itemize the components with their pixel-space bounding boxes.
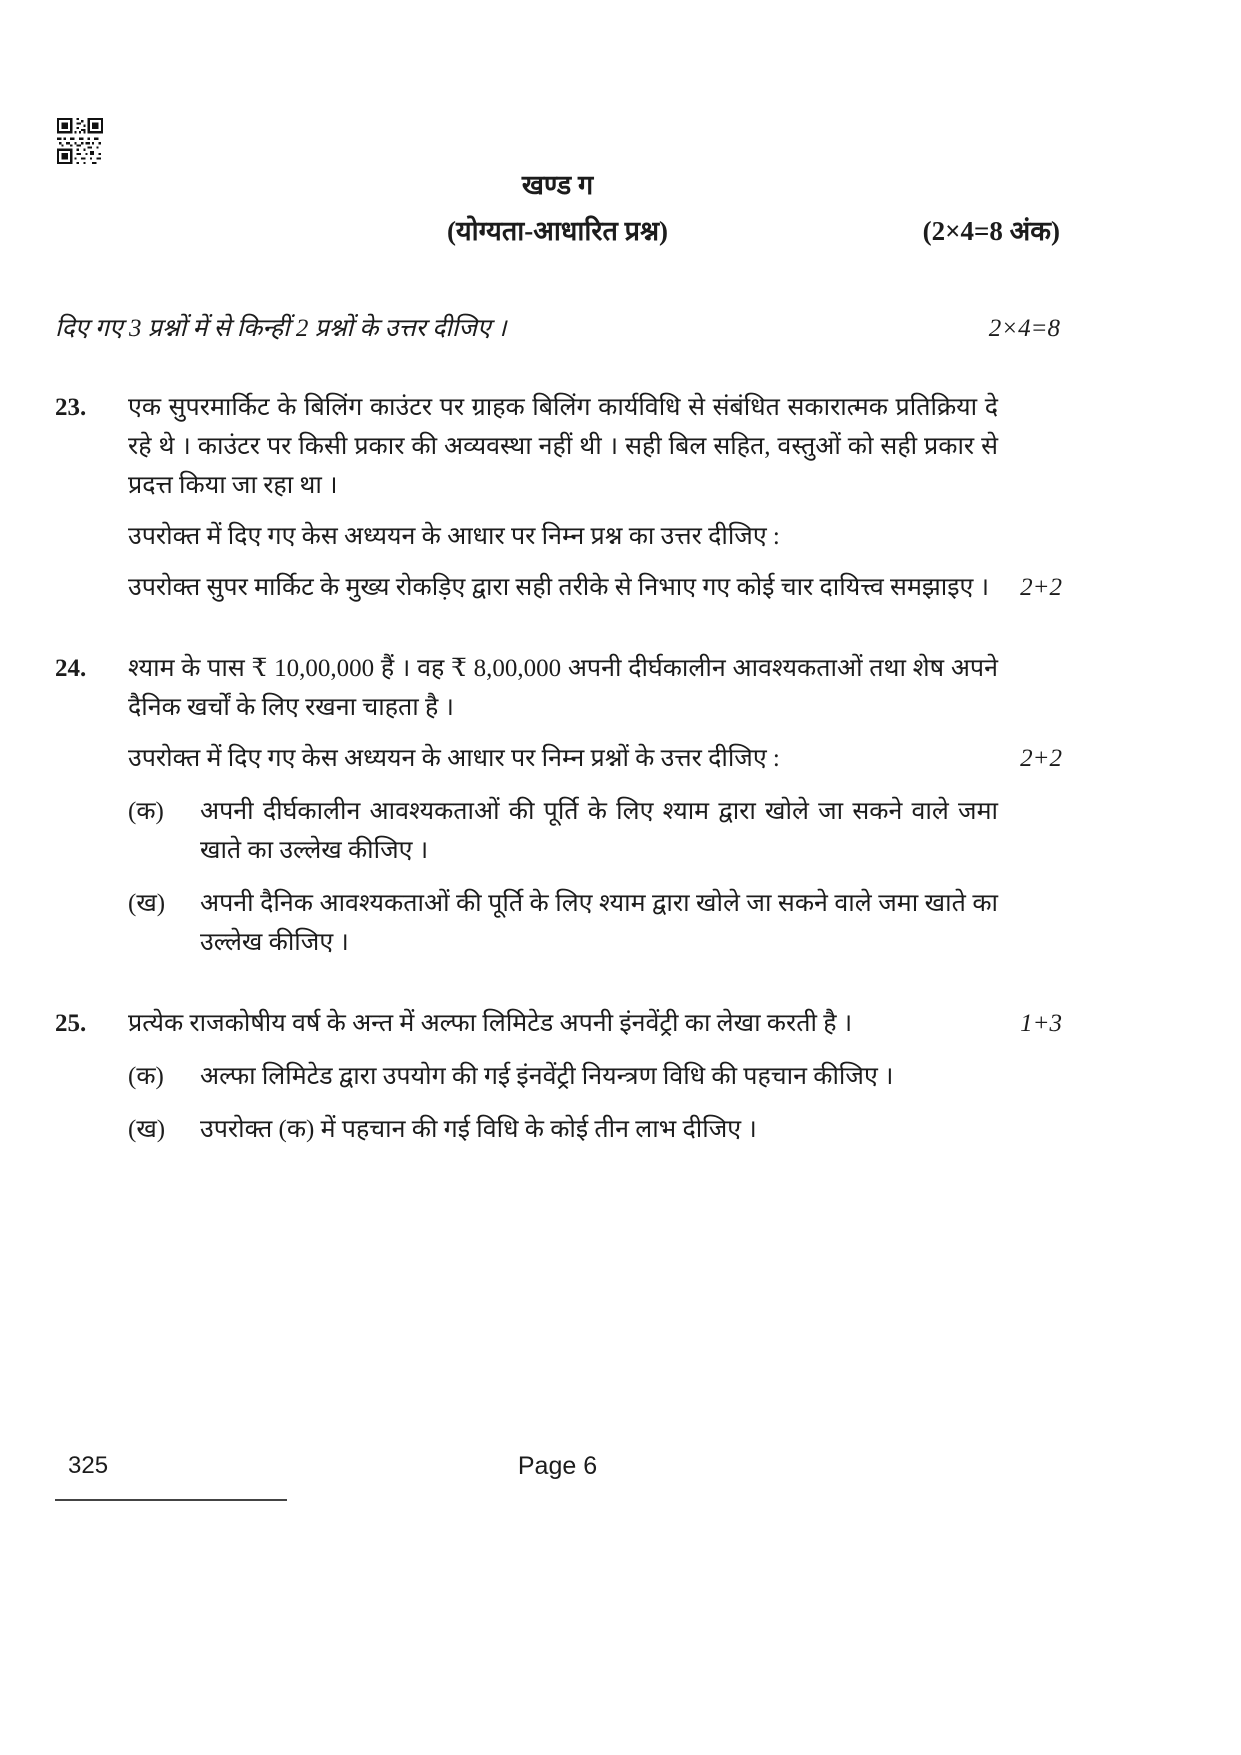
subpart-text: अपनी दैनिक आवश्यकताओं की पूर्ति के लिए श्याम द्वारा खोले जा सकने वाले जमा खाते का उल्लेख कीजिए । xyxy=(200,890,998,956)
subpart-text: उपरोक्त (क) में पहचान की गई विधि के कोई तीन लाभ दीजिए । xyxy=(200,1116,757,1143)
paragraph-text: प्रत्येक राजकोषीय वर्ष के अन्त में अल्फा लिमिटेड अपनी इंनवेंट्री का लेखा करती है । xyxy=(128,1010,853,1037)
subpart-label: (ख) xyxy=(128,890,166,917)
page-content xyxy=(55,0,1060,1149)
section-title: खण्ड ग xyxy=(521,170,594,200)
subpart-text: अपनी दीर्घकालीन आवश्यकताओं की पूर्ति के लिए श्याम द्वारा खोले जा सकने वाले जमा खाते का उल्लेख कीजिए । xyxy=(200,798,998,864)
section-subtitle: (योग्यता-आधारित प्रश्न) xyxy=(446,216,669,246)
subpart-ka xyxy=(128,792,1060,870)
paragraph-text: एक सुपरमार्किट के बिलिंग काउंटर पर ग्राहक बिलिंग कार्यविधि से संबंधित सकारात्मक प्रतिक्रिया दे रहे थे । काउंटर पर किसी प्रकार की अव्यवस्था नहीं थी । सही बिल सहित, वस्तुओं को सही प्रकार से प्रदत्त किया जा रहा था । xyxy=(128,394,998,499)
question-number: 24. xyxy=(55,655,87,682)
subpart-kha xyxy=(128,1110,1060,1149)
question-23 xyxy=(55,388,1060,607)
marks-badge: 2+2 xyxy=(1020,745,1062,772)
instruction-marks: 2×4=8 xyxy=(988,315,1060,342)
question-number: 23. xyxy=(55,394,87,421)
question-24 xyxy=(55,649,1060,962)
marks-badge: 1+3 xyxy=(1020,1010,1062,1037)
question-paragraph xyxy=(128,649,1060,727)
subpart-label: (क) xyxy=(128,1063,164,1090)
subpart-kha xyxy=(128,884,1060,962)
paragraph-text: उपरोक्त सुपर मार्किट के मुख्य रोकड़िए द्वारा सही तरीके से निभाए गए कोई चार दायित्त्व समझाइए । xyxy=(128,574,990,601)
paper-code: 325 xyxy=(68,1452,109,1479)
footer-underline xyxy=(55,1499,287,1501)
paragraph-text: उपरोक्त में दिए गए केस अध्ययन के आधार पर निम्न प्रश्नों के उत्तर दीजिए : xyxy=(128,745,780,772)
question-paragraph xyxy=(128,1004,1060,1043)
question-paragraph xyxy=(128,388,1060,505)
section-subtitle-row xyxy=(55,214,1060,248)
question-paragraph xyxy=(128,517,1060,556)
instruction-text: दिए गए 3 प्रश्नों में से किन्हीं 2 प्रश्नों के उत्तर दीजिए । xyxy=(55,315,507,342)
question-number: 25. xyxy=(55,1010,87,1037)
subpart-ka xyxy=(128,1057,1060,1096)
subpart-label: (क) xyxy=(128,798,164,825)
paragraph-text: उपरोक्त में दिए गए केस अध्ययन के आधार पर निम्न प्रश्न का उत्तर दीजिए : xyxy=(128,523,780,550)
subpart-label: (ख) xyxy=(128,1116,166,1143)
instruction-row xyxy=(55,312,1060,346)
marks-badge: 2+2 xyxy=(1020,574,1062,601)
question-25 xyxy=(55,1004,1060,1149)
question-paragraph xyxy=(128,739,1060,778)
subpart-text: अल्फा लिमिटेड द्वारा उपयोग की गई इंनवेंट्री नियन्त्रण विधि की पहचान कीजिए । xyxy=(200,1063,894,1090)
page-number: Page 6 xyxy=(517,1452,598,1480)
paragraph-text: श्याम के पास ₹ 10,00,000 हैं । वह ₹ 8,00,000 अपनी दीर्घकालीन आवश्यकताओं तथा शेष अपने दैनिक खर्चों के लिए रखना चाहता है । xyxy=(128,655,998,721)
section-marks: (2×4=8 अंक) xyxy=(922,216,1060,246)
question-paragraph xyxy=(128,568,1060,607)
